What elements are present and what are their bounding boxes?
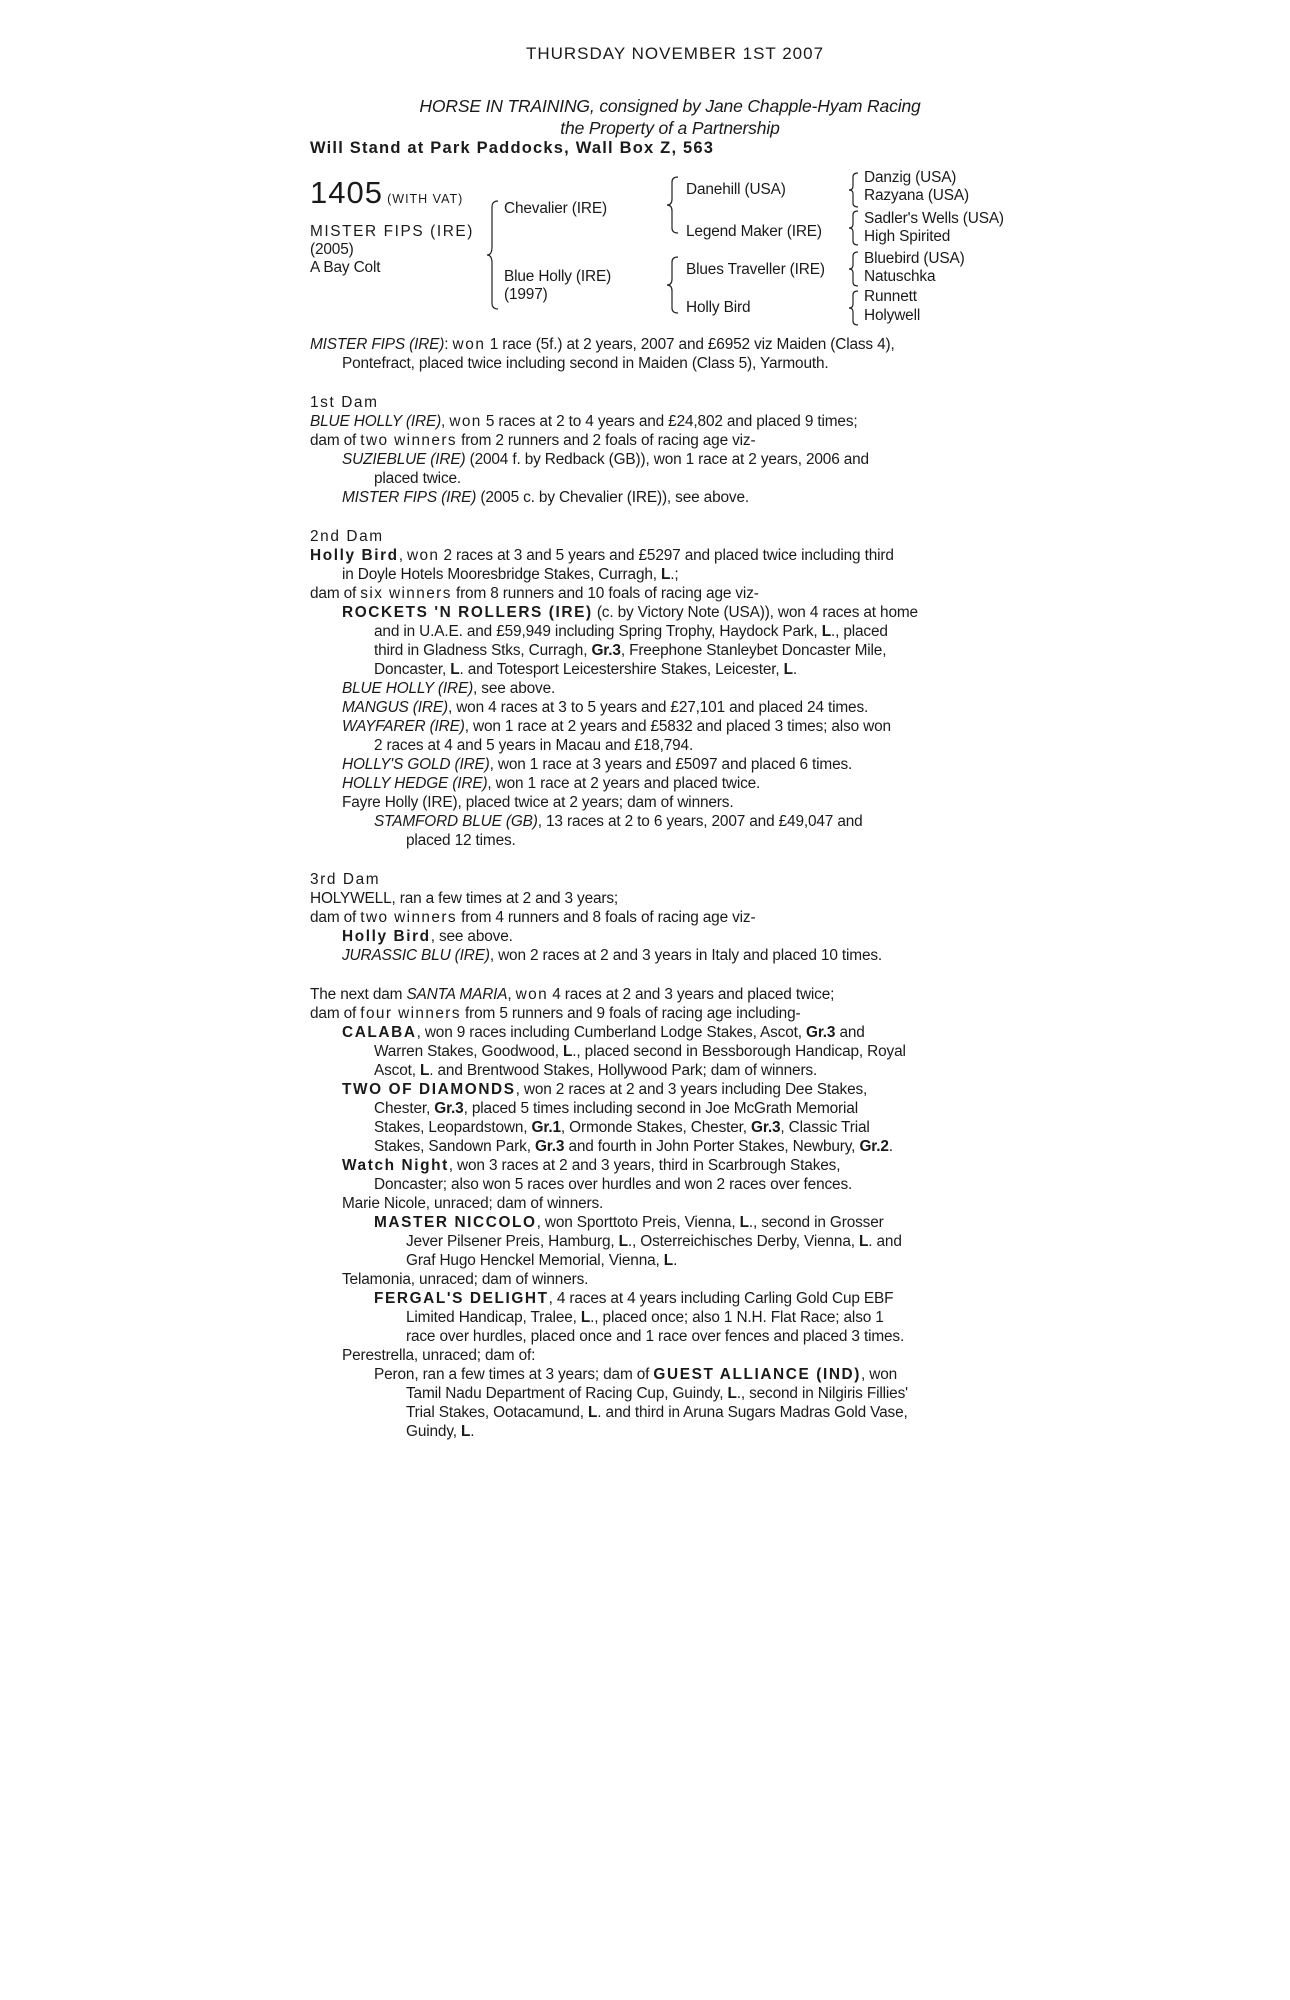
brace-sire-line <box>666 176 680 234</box>
produce-calaba-text-2b: ., placed second in Bessborough Handicap, Royal <box>572 1043 906 1060</box>
produce-fergal-text-2: Limited Handicap, Tralee, <box>406 1309 581 1326</box>
produce-suzieblue-name: SUZIEBLUE (IRE) <box>342 451 466 468</box>
listed-mark: L <box>563 1043 573 1060</box>
produce-marienicole: Marie Nicole, unraced; dam of winners. <box>342 1195 604 1212</box>
produce-mangus-name: MANGUS (IRE) <box>342 699 448 716</box>
vat-note: (WITH VAT) <box>387 192 464 206</box>
first-dam-comma: , <box>441 413 450 430</box>
produce-rockets-name: ROCKETS 'N ROLLERS (IRE) <box>342 604 593 621</box>
produce-guestalliance-name: GUEST ALLIANCE (IND) <box>653 1366 861 1383</box>
produce-fergal-text-1: , 4 races at 4 years including Carling Gold Cup EBF <box>548 1290 894 1307</box>
group-3-mark: Gr.3 <box>534 1138 565 1155</box>
produce-stamford-text-2: placed 12 times. <box>406 832 516 849</box>
produce-rockets-text-1: (c. by Victory Note (USA)), won 4 races at home <box>592 604 918 621</box>
produce-masterniccolo-text-2: Jever Pilsener Preis, Hamburg, <box>406 1233 619 1250</box>
produce-twoofdiamonds-text-3: Stakes, Leopardstown, <box>374 1119 532 1136</box>
brace-g2 <box>848 210 860 246</box>
lot-heading <box>310 176 463 210</box>
property-line: the Property of a Partnership <box>560 118 780 138</box>
horse-name: MISTER FIPS (IRE) <box>310 223 475 240</box>
first-dam-record: 5 races at 2 to 4 years and £24,802 and placed 9 times; <box>481 413 858 430</box>
produce-hollyhedge-text: , won 1 race at 2 years and placed twice. <box>487 775 761 792</box>
third-dam-title: 3rd Dam <box>310 871 381 888</box>
produce-stamford-name: STAMFORD BLUE (GB) <box>374 813 538 830</box>
produce-hollybird-text: , see above. <box>430 928 513 945</box>
group-3-mark: Gr.3 <box>751 1119 781 1136</box>
next-dam-won: won <box>515 986 549 1003</box>
produce-blueholly-name: BLUE HOLLY (IRE) <box>342 680 474 697</box>
race-summary <box>310 335 990 373</box>
group-3-mark: Gr.3 <box>591 642 621 659</box>
produce-peron-text-2b: ., second in Nilgiris Fillies' <box>736 1385 908 1402</box>
grandparent-5: Bluebird (USA) <box>864 250 965 267</box>
second-dam-winners: six winners <box>360 585 452 602</box>
produce-twoofdiamonds-text-3c: , Classic Trial <box>780 1119 870 1136</box>
listed-mark: L <box>460 1423 471 1440</box>
third-dam-runners: from 4 runners and 8 foals of racing age viz- <box>456 909 756 926</box>
second-dam-won: won <box>406 547 440 564</box>
second-dam-section <box>310 527 990 850</box>
produce-calaba-name: CALABA <box>342 1024 417 1041</box>
listed-mark: L <box>727 1385 737 1402</box>
brace-g1 <box>848 172 860 208</box>
second-dam-record-2: in Doyle Hotels Mooresbridge Stakes, Curragh, <box>342 566 662 583</box>
grandparent-8: Holywell <box>864 307 921 324</box>
produce-twoofdiamonds-text-2: Chester, <box>374 1100 435 1117</box>
listed-mark: L <box>450 661 460 678</box>
next-dam-intro: The next dam <box>310 986 407 1003</box>
produce-twoofdiamonds-text-3b: , Ormonde Stakes, Chester, <box>560 1119 752 1136</box>
produce-masterniccolo-text-2c: . and <box>868 1233 902 1250</box>
produce-rockets-text-2: and in U.A.E. and £59,949 including Spring Trophy, Haydock Park, <box>374 623 822 640</box>
produce-suzieblue-text-2: placed twice. <box>374 470 462 487</box>
dam: Blue Holly (IRE) <box>504 268 612 285</box>
dam-sire: Blues Traveller (IRE) <box>686 261 825 278</box>
third-dam-damof: dam of <box>310 909 361 926</box>
produce-peron-text-3: Trial Stakes, Ootacamund, <box>406 1404 589 1421</box>
second-dam-name: Holly Bird <box>310 547 399 564</box>
produce-watchnight-name: Watch Night <box>342 1157 449 1174</box>
dam-dam: Holly Bird <box>686 299 751 316</box>
produce-peron-text-2: Tamil Nadu Department of Racing Cup, Guindy, <box>406 1385 728 1402</box>
produce-fergal-text-3: race over hurdles, placed once and 1 race over fences and placed 3 times. <box>406 1328 905 1345</box>
produce-hollybird-name: Holly Bird <box>342 928 431 945</box>
brace-main <box>486 200 500 310</box>
produce-telamonia: Telamonia, unraced; dam of winners. <box>342 1271 589 1288</box>
produce-peron-text-4b: . <box>470 1423 475 1440</box>
sire-sire: Danehill (USA) <box>686 181 786 198</box>
summary-text-1: 1 race (5f.) at 2 years, 2007 and £6952 viz Maiden (Class 4), <box>485 336 895 353</box>
listed-mark: L <box>859 1233 869 1250</box>
produce-twoofdiamonds-text-4b: and fourth in John Porter Stakes, Newbury, <box>564 1138 860 1155</box>
produce-masterniccolo-text-3b: . <box>673 1252 678 1269</box>
first-dam-section <box>310 393 990 507</box>
second-dam-damof: dam of <box>310 585 361 602</box>
lot-number: 1405 <box>310 175 383 210</box>
produce-misterfips-text: (2005 c. by Chevalier (IRE)), see above. <box>476 489 749 506</box>
produce-rockets-text-4b: . and Totesport Leicestershire Stakes, Leicester, <box>459 661 784 678</box>
produce-fayreholly: Fayre Holly (IRE), placed twice at 2 years; dam of winners. <box>342 794 734 811</box>
listed-mark: L <box>588 1404 598 1421</box>
produce-masterniccolo-text-2b: ., Osterreichisches Derby, Vienna, <box>627 1233 859 1250</box>
third-dam-section <box>310 870 990 965</box>
produce-rockets-text-4c: . <box>792 661 798 678</box>
listed-mark: L <box>739 1214 749 1231</box>
produce-fergal-name: FERGAL'S DELIGHT <box>374 1290 549 1307</box>
first-dam-won: won <box>449 413 482 430</box>
produce-watchnight-text-1: , won 3 races at 2 and 3 years, third in Scarbrough Stakes, <box>448 1157 841 1174</box>
summary-text-2: Pontefract, placed twice including second in Maiden (Class 5), Yarmouth. <box>342 355 829 372</box>
summary-colon: : <box>444 336 453 353</box>
grandparent-1: Danzig (USA) <box>864 169 957 186</box>
listed-mark: L <box>661 566 671 583</box>
group-3-mark: Gr.3 <box>806 1024 836 1041</box>
listed-mark: L <box>821 623 831 640</box>
horse-description: A Bay Colt <box>310 259 381 276</box>
next-dam-runners: from 5 runners and 9 foals of racing age including- <box>460 1005 801 1022</box>
next-dam-winners: four winners <box>360 1005 461 1022</box>
first-dam-name: BLUE HOLLY (IRE) <box>310 413 442 430</box>
produce-masterniccolo-text-1: , won Sporttoto Preis, Vienna, <box>536 1214 740 1231</box>
summary-horse-name: MISTER FIPS (IRE) <box>310 336 445 353</box>
first-dam-title: 1st Dam <box>310 394 379 411</box>
produce-hollysgold-text: , won 1 race at 3 years and £5097 and placed 6 times. <box>489 756 853 773</box>
produce-wayfarer-text: , won 1 race at 2 years and £5832 and placed 3 times; also won <box>464 718 891 735</box>
third-dam-record: HOLYWELL, ran a few times at 2 and 3 years; <box>310 890 619 907</box>
second-dam-record-1: 2 races at 3 and 5 years and £5297 and placed twice including third <box>439 547 894 564</box>
produce-hollysgold-name: HOLLY'S GOLD (IRE) <box>342 756 490 773</box>
group-1-mark: Gr.1 <box>531 1119 561 1136</box>
grandparent-3: Sadler's Wells (USA) <box>864 210 1004 227</box>
produce-twoofdiamonds-text-1: , won 2 races at 2 and 3 years including Dee Stakes, <box>515 1081 868 1098</box>
produce-stamford-text: , 13 races at 2 to 6 years, 2007 and £49,047 and <box>537 813 863 830</box>
produce-rockets-text-2b: ., placed <box>830 623 888 640</box>
catalogue-page <box>310 44 1004 1441</box>
produce-misterfips-name: MISTER FIPS (IRE) <box>342 489 477 506</box>
first-dam-damof: dam of <box>310 432 361 449</box>
produce-fergal-text-2b: ., placed once; also 1 N.H. Flat Race; also 1 <box>590 1309 884 1326</box>
listed-mark: L <box>663 1252 674 1269</box>
produce-calaba-text-3b: . and Brentwood Stakes, Hollywood Park; dam of winners. <box>429 1062 818 1079</box>
dam-year: (1997) <box>504 286 548 303</box>
produce-jurassic-text: , won 2 races at 2 and 3 years in Italy and placed 10 times. <box>489 947 883 964</box>
listed-mark: L <box>420 1062 430 1079</box>
produce-calaba-text-2: Warren Stakes, Goodwood, <box>374 1043 564 1060</box>
pedigree-table <box>310 169 1004 331</box>
date-heading: THURSDAY NOVEMBER 1ST 2007 <box>525 44 825 63</box>
produce-calaba-text-1: , won 9 races including Cumberland Lodge Stakes, Ascot, <box>416 1024 806 1041</box>
produce-masterniccolo-text-3: Graf Hugo Henckel Memorial, Vienna, <box>406 1252 664 1269</box>
first-dam-winners: two winners <box>360 432 457 449</box>
produce-peron-text-1b: , won <box>860 1366 898 1383</box>
produce-masterniccolo-text-1b: ., second in Grosser <box>748 1214 884 1231</box>
listed-mark: L <box>580 1309 591 1326</box>
produce-suzieblue-text: (2004 f. by Redback (GB)), won 1 race at 2 years, 2006 and <box>465 451 869 468</box>
second-dam-comma: , <box>398 547 407 564</box>
next-dam-comma: , <box>507 986 516 1003</box>
sire-dam: Legend Maker (IRE) <box>686 223 822 240</box>
brace-dam-line <box>666 256 680 314</box>
summary-won: won <box>452 336 486 353</box>
produce-rockets-text-3b: , Freephone Stanleybet Doncaster Mile, <box>620 642 887 659</box>
first-dam-runners: from 2 runners and 2 foals of racing age viz- <box>456 432 756 449</box>
brace-g4 <box>848 290 860 326</box>
grandparent-2: Razyana (USA) <box>864 187 969 204</box>
produce-calaba-text-1b: and <box>835 1024 865 1041</box>
listed-mark: L <box>783 661 793 678</box>
produce-twoofdiamonds-name: TWO OF DIAMONDS <box>342 1081 516 1098</box>
produce-hollyhedge-name: HOLLY HEDGE (IRE) <box>342 775 488 792</box>
produce-mangus-text: , won 4 races at 3 to 5 years and £27,101 and placed 24 times. <box>447 699 869 716</box>
produce-twoofdiamonds-text-4: Stakes, Sandown Park, <box>374 1138 535 1155</box>
produce-rockets-text-4: Doncaster, <box>374 661 451 678</box>
produce-blueholly-text: , see above. <box>473 680 556 697</box>
produce-watchnight-text-2: Doncaster; also won 5 races over hurdles and won 2 races over fences. <box>374 1176 853 1193</box>
second-dam-record-2b: .; <box>670 566 679 583</box>
produce-calaba-text-3: Ascot, <box>374 1062 420 1079</box>
grandparent-6: Natuschka <box>864 268 936 285</box>
second-dam-title: 2nd Dam <box>310 528 384 545</box>
foaling-year: (2005) <box>310 241 354 258</box>
produce-peron-text-1: Peron, ran a few times at 3 years; dam of <box>374 1366 654 1383</box>
next-dam-damof: dam of <box>310 1005 361 1022</box>
produce-wayfarer-text-2: 2 races at 4 and 5 years in Macau and £18,794. <box>374 737 694 754</box>
listed-mark: L <box>618 1233 628 1250</box>
second-dam-runners: from 8 runners and 10 foals of racing age viz- <box>451 585 759 602</box>
produce-peron-text-4: Guindy, <box>406 1423 461 1440</box>
produce-twoofdiamonds-text-4c: . <box>888 1138 893 1155</box>
next-dam-record: 4 races at 2 and 3 years and placed twice; <box>548 986 835 1003</box>
produce-masterniccolo-name: MASTER NICCOLO <box>374 1214 537 1231</box>
produce-wayfarer-name: WAYFARER (IRE) <box>342 718 465 735</box>
next-dam-name: SANTA MARIA <box>406 986 508 1003</box>
produce-rockets-text-3: third in Gladness Stks, Curragh, <box>374 642 592 659</box>
produce-peron-text-3b: . and third in Aruna Sugars Madras Gold Vase, <box>597 1404 908 1421</box>
stand-location: Will Stand at Park Paddocks, Wall Box Z, 563 <box>310 139 715 157</box>
group-3-mark: Gr.3 <box>434 1100 464 1117</box>
produce-perestrella: Perestrella, unraced; dam of: <box>342 1347 536 1364</box>
brace-g3 <box>848 251 860 287</box>
next-dam-section <box>310 985 990 1441</box>
produce-jurassic-name: JURASSIC BLU (IRE) <box>342 947 490 964</box>
grandparent-4: High Spirited <box>864 228 951 245</box>
sire: Chevalier (IRE) <box>504 200 607 217</box>
produce-twoofdiamonds-text-2b: , placed 5 times including second in Joe McGrath Memorial <box>463 1100 858 1117</box>
consignment-line: HORSE IN TRAINING, consigned by Jane Chapple-Hyam Racing <box>419 96 921 116</box>
grandparent-7: Runnett <box>864 288 917 305</box>
group-2-mark: Gr.2 <box>859 1138 889 1155</box>
third-dam-winners: two winners <box>360 909 457 926</box>
